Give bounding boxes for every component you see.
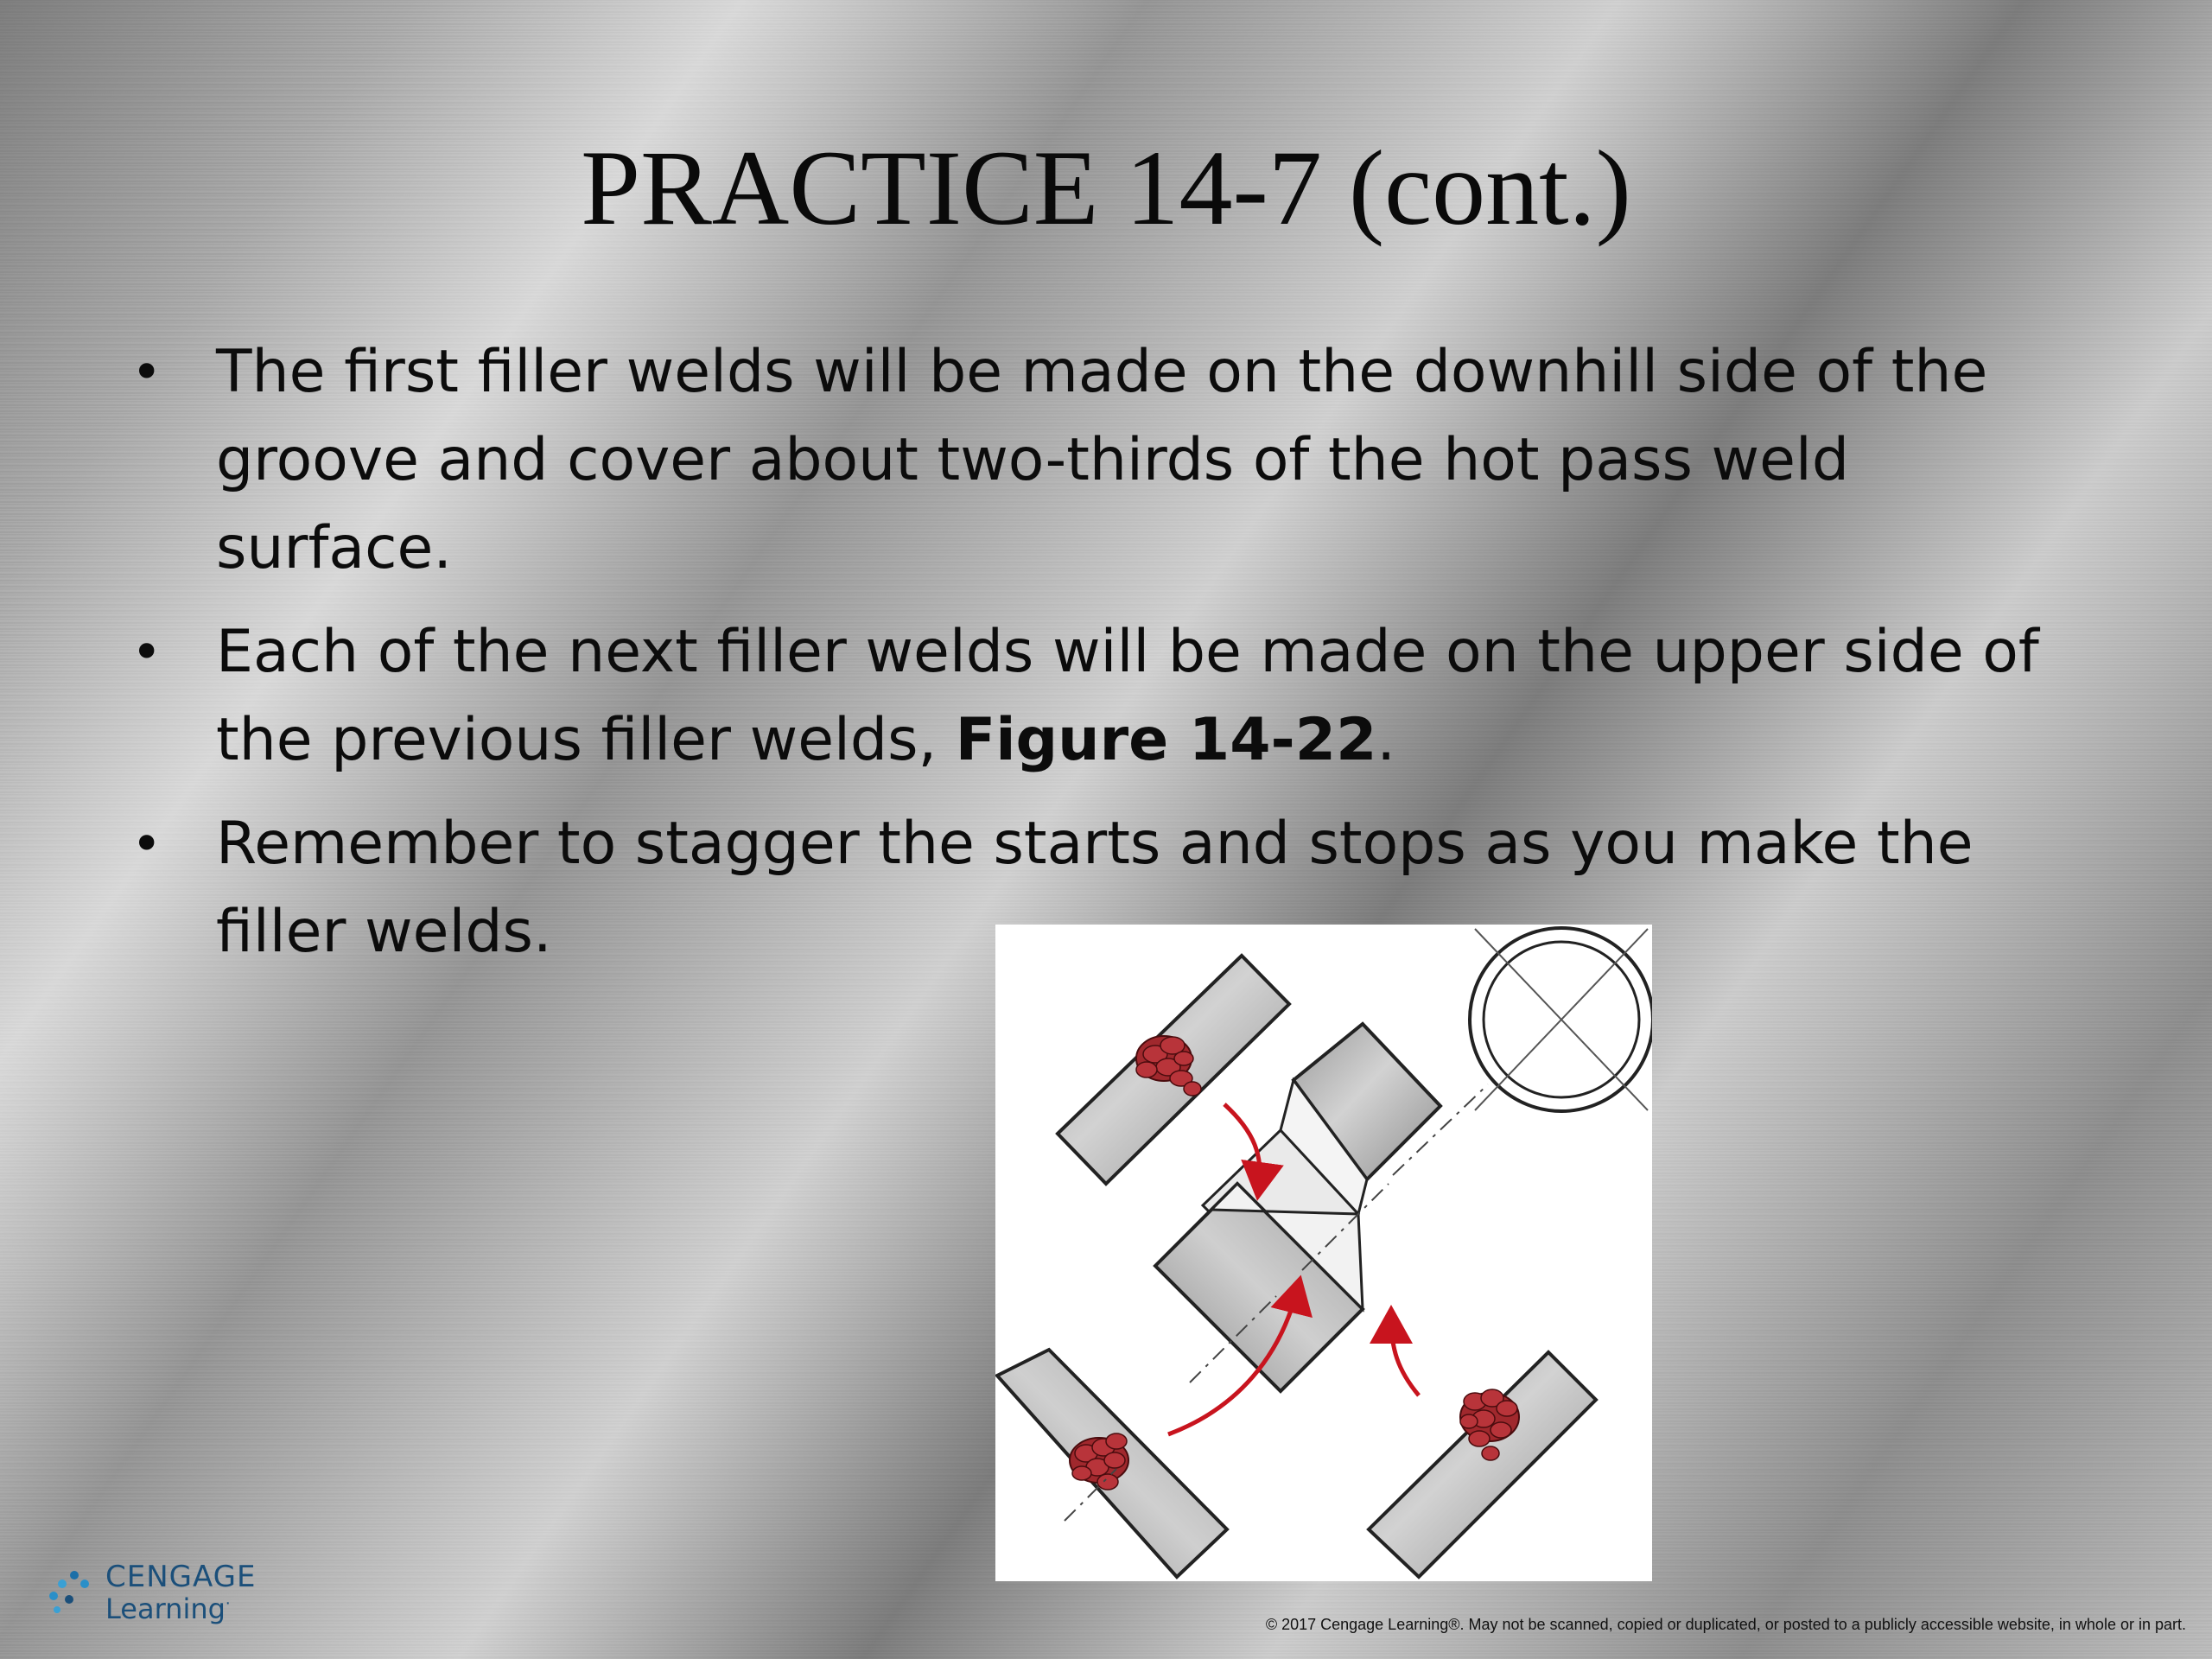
cengage-logo xyxy=(43,1560,268,1629)
cengage-mark-icon xyxy=(43,1561,95,1617)
bottom-right-coupon xyxy=(1369,1352,1596,1577)
bullet-text: The first filler welds will be made on the downhill side of the groove and cover about two-thirds of the hot pass weld surface. xyxy=(216,338,1988,582)
bullet-text-end: . xyxy=(1376,706,1396,774)
bullet-icon: • xyxy=(131,342,162,403)
bullet-icon: • xyxy=(131,814,162,874)
figure-reference: Figure 14-22 xyxy=(955,706,1377,774)
bullet-text: Remember to stagger the starts and stops as you make the filler welds. xyxy=(216,810,1974,966)
slide-title: PRACTICE 14-7 (cont.) xyxy=(581,129,1631,247)
bullet-item xyxy=(130,608,2100,785)
bullet-item xyxy=(130,328,2100,593)
pipe-end-view xyxy=(1470,928,1652,1111)
logo-name: CENGAGE xyxy=(105,1560,257,1594)
bullet-text: Each of the next filler welds will be made on the upper side of the previous filler welds, xyxy=(216,618,2039,774)
logo-subtitle: Learning· xyxy=(105,1592,231,1625)
bullet-icon: • xyxy=(131,622,162,683)
bottom-left-coupon xyxy=(997,1350,1227,1577)
weld-figure xyxy=(995,925,1652,1581)
bullet-list xyxy=(130,328,2100,992)
copyright-notice: © 2017 Cengage Learning®. May not be scanned, copied or duplicated, or posted to a publicly accessible website, in whole or in part. xyxy=(1265,1616,2186,1633)
weld-diagram xyxy=(995,925,1652,1581)
